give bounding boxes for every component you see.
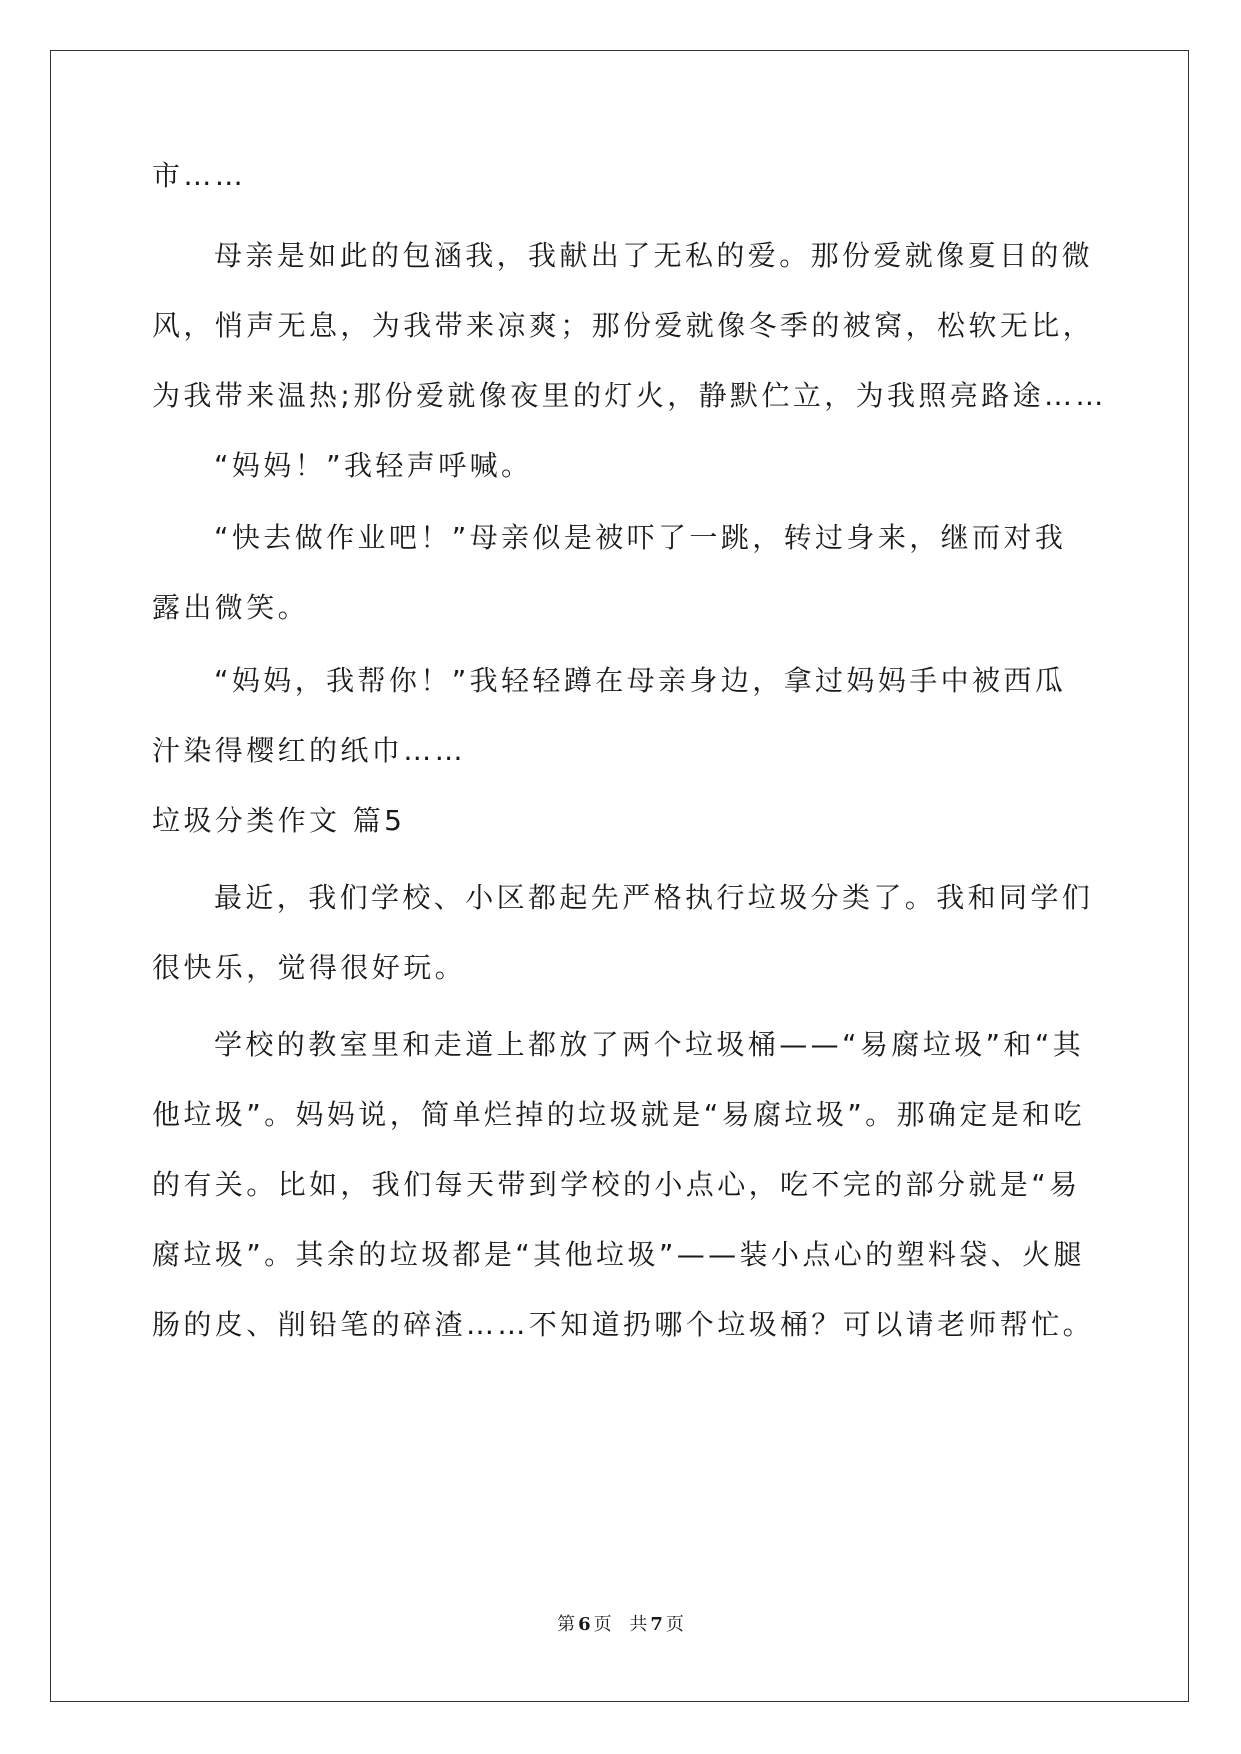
page-number: 第 6 页 — [557, 1614, 612, 1635]
page-border — [50, 50, 1189, 1702]
text-line: 为我带来温热;那份爱就像夜里的灯火，静默伫立，为我照亮路途…… — [152, 379, 1107, 412]
text-line: 腐垃圾”。其余的垃圾都是“其他垃圾”——装小点心的塑料袋、火腿 — [152, 1238, 1085, 1271]
text-line: “妈妈！”我轻声呼喊。 — [214, 449, 533, 482]
page-footer — [0, 1610, 1241, 1636]
text-line: 的有关。比如，我们每天带到学校的小点心，吃不完的部分就是“易 — [152, 1168, 1081, 1201]
text-line: 风，悄声无息，为我带来凉爽；那份爱就像冬季的被窝，松软无比， — [152, 309, 1095, 342]
text-line: 市…… — [152, 159, 247, 192]
text-line: “妈妈，我帮你！”我轻轻蹲在母亲身边，拿过妈妈手中被西瓜 — [214, 664, 1067, 697]
text-line: “快去做作业吧！”母亲似是被吓了一跳，转过身来，继而对我 — [214, 521, 1067, 554]
page-total: 共 7 页 — [629, 1614, 684, 1635]
text-line: 露出微笑。 — [152, 591, 310, 624]
text-line: 很快乐，觉得很好玩。 — [152, 951, 467, 984]
text-line: 母亲是如此的包涵我，我献出了无私的爱。那份爱就像夏日的微 — [214, 239, 1094, 272]
text-line: 最近，我们学校、小区都起先严格执行垃圾分类了。我和同学们 — [214, 881, 1094, 914]
section-heading: 垃圾分类作文 篇5 — [152, 804, 406, 837]
text-line: 汁染得樱红的纸巾…… — [152, 734, 467, 767]
text-line: 学校的教室里和走道上都放了两个垃圾桶——“易腐垃圾”和“其 — [214, 1028, 1085, 1061]
text-line: 肠的皮、削铅笔的碎渣……不知道扔哪个垃圾桶？可以请老师帮忙。 — [152, 1308, 1095, 1341]
text-line: 他垃圾”。妈妈说，简单烂掉的垃圾就是“易腐垃圾”。那确定是和吃 — [152, 1098, 1085, 1131]
